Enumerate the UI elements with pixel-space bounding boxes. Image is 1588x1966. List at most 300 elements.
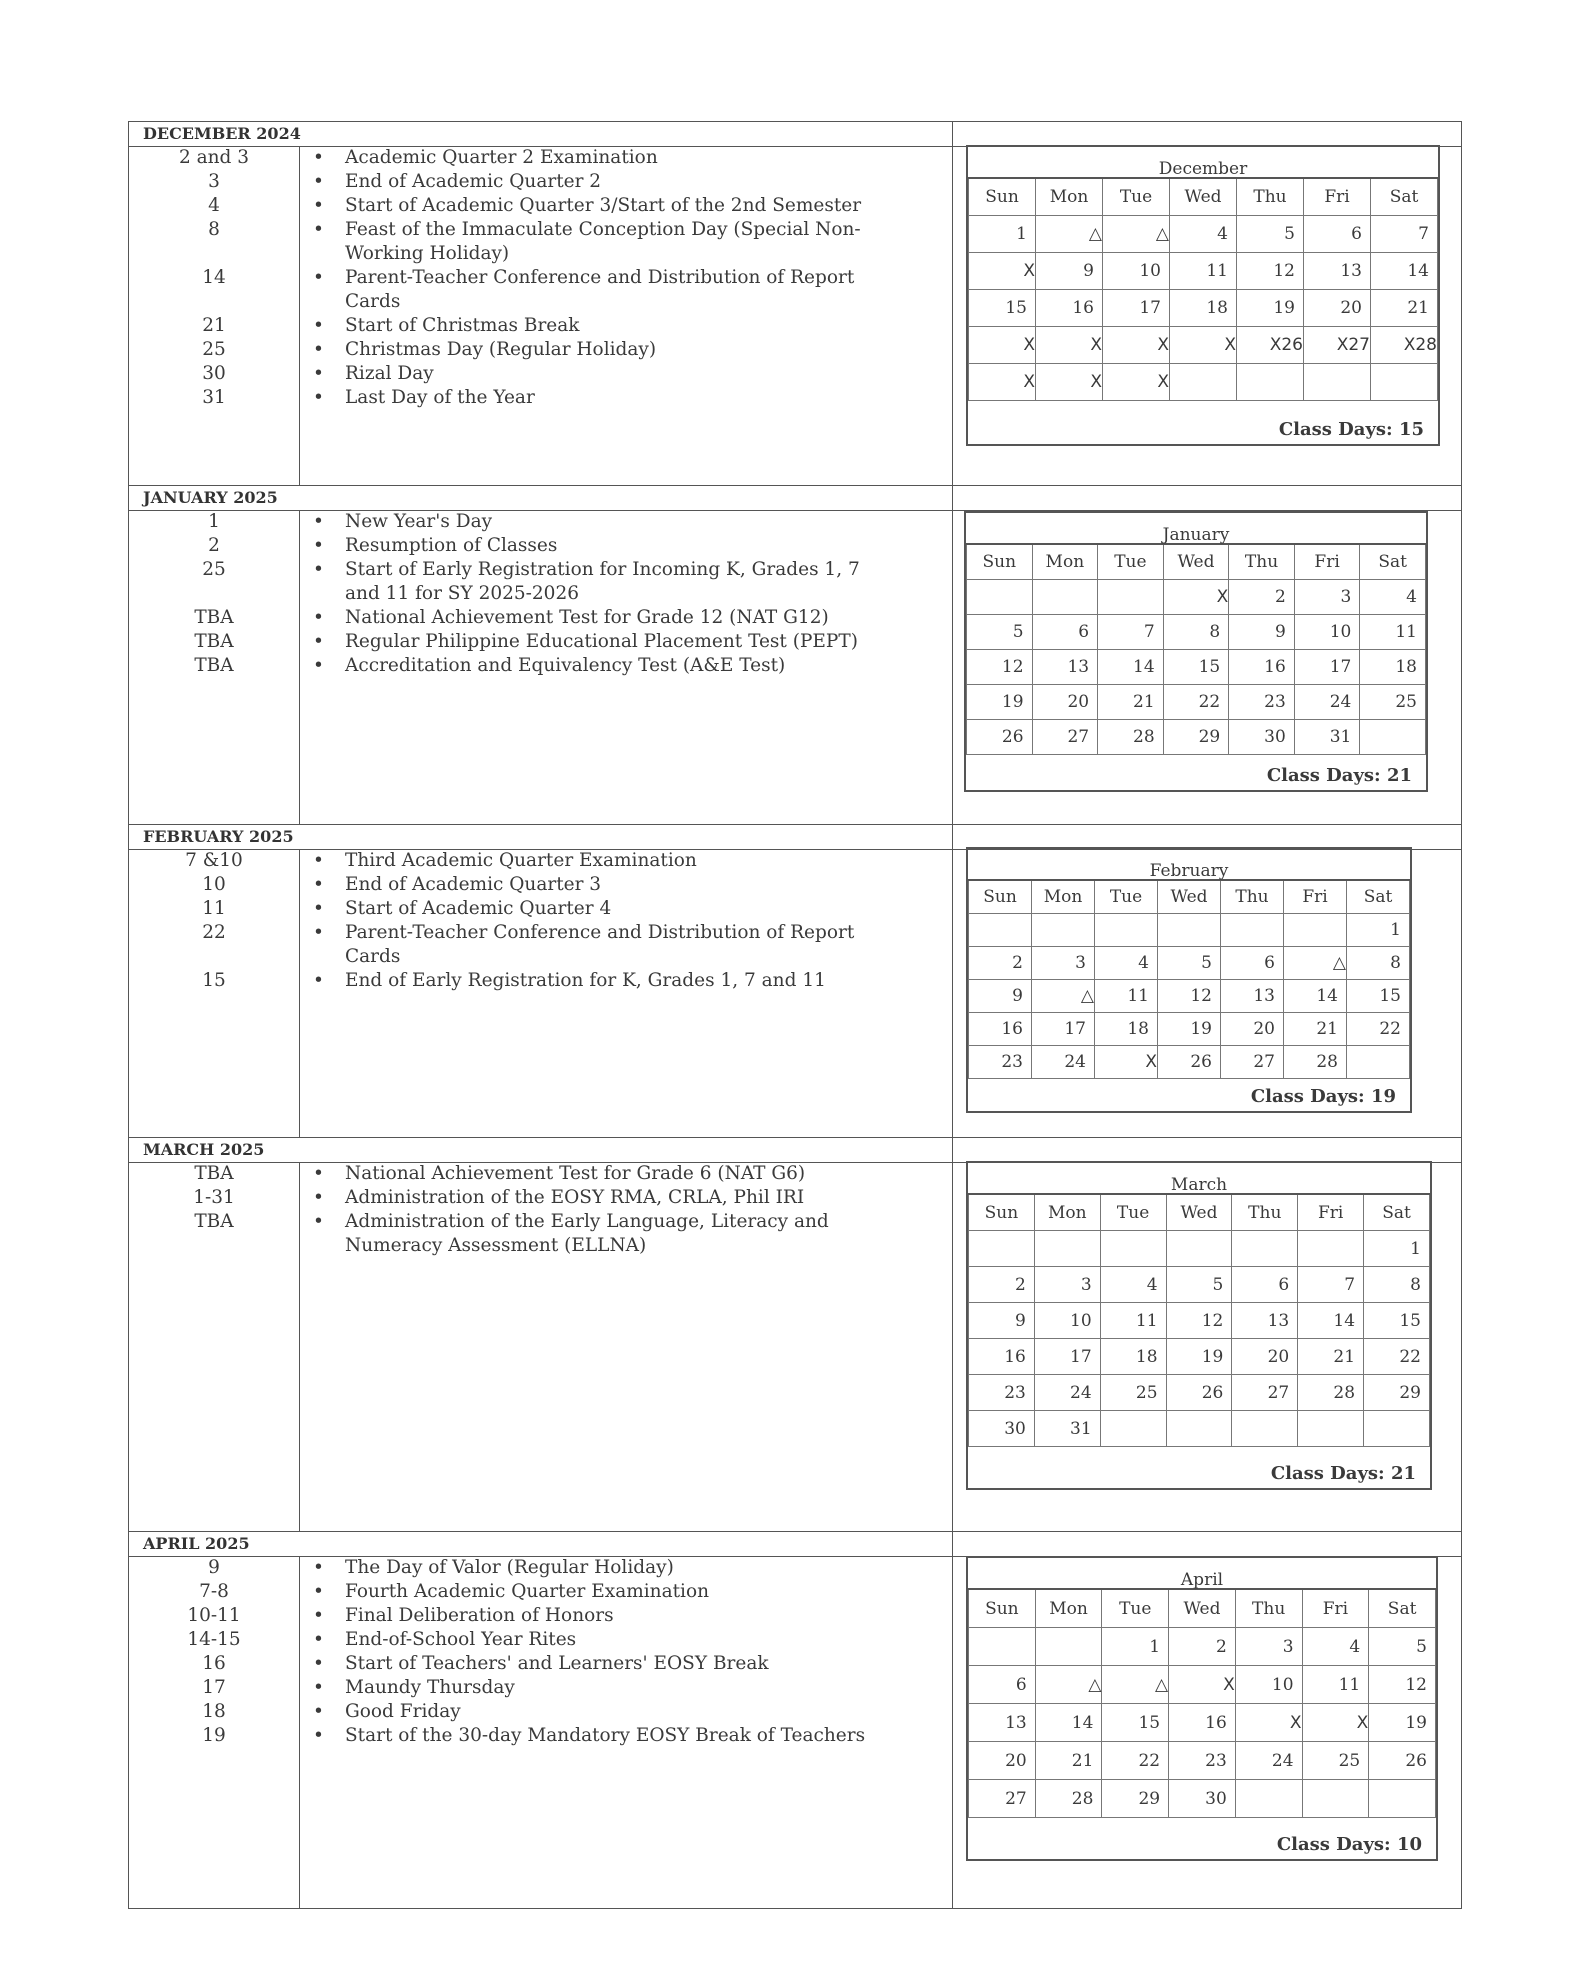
calendar-day-cell: 15: [969, 290, 1036, 327]
calendar-day-cell: 24: [1294, 685, 1360, 720]
calendar-day-cell: X: [969, 327, 1036, 364]
weekday-header: Wed: [1170, 178, 1237, 216]
calendar-day-cell: 8: [1347, 947, 1410, 980]
section-header: [129, 1532, 1461, 1557]
calendar-day-cell: [967, 580, 1033, 615]
calendar-day-cell: 14: [1298, 1303, 1364, 1339]
calendar-day-cell: 30: [1229, 720, 1295, 755]
weekday-header: Mon: [1036, 178, 1103, 216]
calendar-day-cell: △: [1035, 1666, 1102, 1704]
calendar-day-cell: 10: [1235, 1666, 1302, 1704]
calendar-day-cell: 1: [1102, 1628, 1169, 1666]
weekday-header: Sat: [1371, 178, 1438, 216]
calendar-day-cell: 13: [969, 1704, 1036, 1742]
calendar-day-cell: [1166, 1411, 1232, 1447]
calendar-day-cell: 3: [1235, 1628, 1302, 1666]
event-item-cont: and 11 for SY 2025-2026: [345, 583, 579, 604]
calendar-day-cell: X: [1095, 1046, 1158, 1079]
calendar-day-cell: 28: [1284, 1046, 1347, 1079]
event-item: • The Day of Valor (Regular Holiday): [313, 1557, 674, 1578]
calendar-day-cell: [1237, 364, 1304, 401]
calendar-day-cell: 4: [1100, 1267, 1166, 1303]
calendar-day-cell: [1302, 1780, 1369, 1818]
calendar-day-cell: 13: [1304, 253, 1371, 290]
calendar-day-cell: △: [1032, 980, 1095, 1013]
dates-column: [129, 1162, 300, 1531]
section-february: [128, 824, 1462, 1137]
event-item: • National Achievement Test for Grade 6 (NAT G6): [313, 1163, 806, 1184]
calendar-day-cell: △: [1036, 216, 1103, 253]
event-date: 1: [208, 511, 220, 532]
calendar-month-title: December: [1158, 159, 1248, 179]
event-item: • Parent-Teacher Conference and Distribution of Report: [313, 267, 855, 288]
section-january: [128, 485, 1462, 824]
class-days-total: Class Days: 21: [1266, 765, 1412, 786]
month-calendar: [966, 847, 1412, 1113]
calendar-day-cell: X: [1036, 364, 1103, 401]
event-date: 22: [202, 922, 226, 943]
calendar-day-cell: 22: [1347, 1013, 1410, 1046]
calendar-day-cell: 1: [1347, 914, 1410, 947]
event-item: • End-of-School Year Rites: [313, 1629, 577, 1650]
calendar-day-cell: 4: [1095, 947, 1158, 980]
calendar-day-cell: 21: [1371, 290, 1438, 327]
event-date: TBA: [194, 1163, 234, 1184]
calendar-day-cell: 25: [1100, 1375, 1166, 1411]
calendar-day-cell: X: [1036, 327, 1103, 364]
calendar-day-cell: 29: [1102, 1780, 1169, 1818]
calendar-day-cell: 26: [1369, 1742, 1436, 1780]
class-days-total: Class Days: 10: [1276, 1834, 1422, 1855]
event-item: • Start of Academic Quarter 3/Start of the 2nd Semester: [313, 195, 862, 216]
calendar-day-cell: [1035, 1628, 1102, 1666]
calendar-day-cell: [1221, 914, 1284, 947]
weekday-header: Fri: [1302, 1589, 1369, 1628]
class-days-total: Class Days: 21: [1270, 1463, 1416, 1484]
dates-column: [129, 1556, 300, 1908]
calendar-day-cell: [1347, 1046, 1410, 1079]
event-item: • Fourth Academic Quarter Examination: [313, 1581, 710, 1602]
weekday-header: Thu: [1237, 178, 1304, 216]
calendar-day-cell: 20: [1032, 685, 1098, 720]
calendar-day-cell: 6: [969, 1666, 1036, 1704]
month-calendar: [966, 1556, 1438, 1861]
event-item: • Start of the 30-day Mandatory EOSY Break of Teachers: [313, 1725, 866, 1746]
event-item: • End of Early Registration for K, Grades 1, 7 and 11: [313, 970, 826, 991]
calendar-day-cell: 27: [1032, 720, 1098, 755]
calendar-day-cell: 12: [967, 650, 1033, 685]
calendar-day-cell: 5: [1158, 947, 1221, 980]
weekday-header: Sat: [1369, 1589, 1436, 1628]
calendar-day-cell: 11: [1302, 1666, 1369, 1704]
calendar-day-cell: 6: [1221, 947, 1284, 980]
weekday-header: Wed: [1163, 544, 1229, 580]
weekday-header: Thu: [1235, 1589, 1302, 1628]
calendar-day-cell: 23: [969, 1375, 1035, 1411]
calendar-day-cell: 18: [1360, 650, 1426, 685]
weekday-header: Fri: [1298, 1194, 1364, 1231]
calendar-day-cell: [1032, 580, 1098, 615]
section-header: [129, 122, 1461, 147]
calendar-day-cell: 26: [1166, 1375, 1232, 1411]
weekday-header: Sun: [969, 1194, 1035, 1231]
month-calendar: [964, 511, 1428, 792]
calendar-day-cell: 20: [1221, 1013, 1284, 1046]
calendar-day-cell: 11: [1100, 1303, 1166, 1339]
calendar-day-cell: 16: [1169, 1704, 1236, 1742]
event-date: 31: [202, 387, 226, 408]
events-column: [299, 1556, 953, 1908]
event-date: 17: [202, 1677, 226, 1698]
section-header: [129, 1138, 1461, 1163]
calendar-day-cell: 14: [1035, 1704, 1102, 1742]
calendar-day-cell: [1166, 1231, 1232, 1267]
event-item: • Last Day of the Year: [313, 387, 535, 408]
event-date: 10: [202, 874, 226, 895]
calendar-day-cell: 22: [1163, 685, 1229, 720]
calendar-day-cell: 14: [1098, 650, 1164, 685]
section-march: [128, 1137, 1462, 1531]
dates-column: [129, 510, 300, 824]
event-date: 21: [202, 315, 226, 336]
calendar-day-cell: 28: [1098, 720, 1164, 755]
calendar-day-cell: X28: [1371, 327, 1438, 364]
calendar-day-cell: 24: [1235, 1742, 1302, 1780]
calendar-day-cell: X: [1170, 327, 1237, 364]
event-date: [129, 290, 299, 314]
calendar-day-cell: △: [1284, 947, 1347, 980]
calendar-day-cell: 13: [1221, 980, 1284, 1013]
calendar-day-cell: 8: [1364, 1267, 1430, 1303]
dates-column: [129, 849, 300, 1137]
calendar-day-cell: [1284, 914, 1347, 947]
weekday-header: Sun: [969, 1589, 1036, 1628]
calendar-day-cell: 16: [1036, 290, 1103, 327]
calendar-day-cell: 19: [967, 685, 1033, 720]
calendar-day-cell: 9: [1229, 615, 1295, 650]
calendar-day-cell: 5: [1166, 1267, 1232, 1303]
calendar-month-title: April: [1180, 1570, 1224, 1590]
calendar-day-cell: 19: [1158, 1013, 1221, 1046]
calendar-day-cell: 6: [1032, 615, 1098, 650]
calendar-day-cell: 10: [1034, 1303, 1100, 1339]
calendar-day-cell: 2: [1229, 580, 1295, 615]
calendar-day-cell: [1100, 1231, 1166, 1267]
event-date: TBA: [194, 655, 234, 676]
calendar-day-cell: △: [1102, 1666, 1169, 1704]
weekday-header: Tue: [1102, 1589, 1169, 1628]
event-item-cont: Working Holiday): [345, 243, 510, 264]
calendar-day-cell: [1032, 914, 1095, 947]
weekday-header: Sun: [969, 178, 1036, 216]
calendar-day-cell: 17: [1103, 290, 1170, 327]
weekday-header: Fri: [1284, 880, 1347, 914]
weekday-header: Wed: [1158, 880, 1221, 914]
calendar-day-cell: [1158, 914, 1221, 947]
weekday-header: Tue: [1095, 880, 1158, 914]
school-calendar-document: [128, 121, 1462, 1909]
event-item: • Start of Early Registration for Incoming K, Grades 1, 7: [313, 559, 860, 580]
class-days-total: Class Days: 15: [1278, 419, 1424, 440]
calendar-day-cell: 9: [969, 980, 1032, 1013]
weekday-header: Wed: [1169, 1589, 1236, 1628]
calendar-grid: [968, 177, 1438, 401]
calendar-day-cell: [1364, 1411, 1430, 1447]
section-title: DECEMBER 2024: [143, 124, 301, 143]
event-date: 18: [202, 1701, 226, 1722]
calendar-day-cell: [969, 914, 1032, 947]
event-date: 15: [202, 970, 226, 991]
event-item: • Administration of the Early Language, Literacy and: [313, 1211, 829, 1232]
event-item: • Feast of the Immaculate Conception Day (Special Non-: [313, 219, 861, 240]
event-item-cont: Cards: [345, 946, 401, 967]
calendar-day-cell: X26: [1237, 327, 1304, 364]
calendar-day-cell: X: [1235, 1704, 1302, 1742]
event-item: • Resumption of Classes: [313, 535, 558, 556]
weekday-header: Tue: [1098, 544, 1164, 580]
calendar-day-cell: 23: [969, 1046, 1032, 1079]
calendar-day-cell: 2: [1169, 1628, 1236, 1666]
calendar-day-cell: 21: [1284, 1013, 1347, 1046]
calendar-month-title: March: [1170, 1175, 1228, 1195]
calendar-day-cell: 20: [969, 1742, 1036, 1780]
calendar-day-cell: △: [1103, 216, 1170, 253]
calendar-day-cell: 11: [1170, 253, 1237, 290]
calendar-day-cell: 21: [1298, 1339, 1364, 1375]
event-date: 1-31: [193, 1187, 235, 1208]
class-days-total: Class Days: 19: [1250, 1086, 1396, 1107]
calendar-day-cell: 20: [1232, 1339, 1298, 1375]
calendar-day-cell: 21: [1098, 685, 1164, 720]
calendar-day-cell: 24: [1032, 1046, 1095, 1079]
calendar-day-cell: 16: [969, 1339, 1035, 1375]
calendar-day-cell: [1235, 1780, 1302, 1818]
calendar-grid: [966, 543, 1426, 755]
calendar-day-cell: X27: [1304, 327, 1371, 364]
event-item: • Final Deliberation of Honors: [313, 1605, 614, 1626]
weekday-header: Mon: [1032, 544, 1098, 580]
weekday-header: Sat: [1364, 1194, 1430, 1231]
calendar-day-cell: 9: [1036, 253, 1103, 290]
event-date: 7 &10: [185, 850, 243, 871]
calendar-day-cell: [1360, 720, 1426, 755]
event-item: • Academic Quarter 2 Examination: [313, 147, 658, 168]
calendar-day-cell: [1298, 1411, 1364, 1447]
calendar-day-cell: 19: [1369, 1704, 1436, 1742]
weekday-header: Tue: [1103, 178, 1170, 216]
event-date: 2 and 3: [178, 147, 250, 168]
calendar-day-cell: 20: [1304, 290, 1371, 327]
calendar-day-cell: 12: [1158, 980, 1221, 1013]
weekday-header: Fri: [1304, 178, 1371, 216]
calendar-day-cell: 15: [1347, 980, 1410, 1013]
calendar-day-cell: 17: [1294, 650, 1360, 685]
calendar-day-cell: X: [969, 364, 1036, 401]
calendar-day-cell: 10: [1103, 253, 1170, 290]
event-date: TBA: [194, 631, 234, 652]
calendar-day-cell: 11: [1360, 615, 1426, 650]
calendar-day-cell: 19: [1166, 1339, 1232, 1375]
event-item: • End of Academic Quarter 3: [313, 874, 602, 895]
calendar-day-cell: 7: [1371, 216, 1438, 253]
calendar-day-cell: 6: [1232, 1267, 1298, 1303]
calendar-day-cell: 12: [1166, 1303, 1232, 1339]
calendar-day-cell: [1170, 364, 1237, 401]
calendar-day-cell: X: [1302, 1704, 1369, 1742]
calendar-day-cell: X: [1103, 364, 1170, 401]
events-column: [299, 146, 953, 485]
calendar-day-cell: 9: [969, 1303, 1035, 1339]
calendar-day-cell: 7: [1098, 615, 1164, 650]
calendar-day-cell: 15: [1102, 1704, 1169, 1742]
calendar-day-cell: 17: [1032, 1013, 1095, 1046]
event-item: • New Year's Day: [313, 511, 493, 532]
event-date: 7-8: [199, 1581, 229, 1602]
event-item: • Parent-Teacher Conference and Distribution of Report: [313, 922, 855, 943]
event-date: 16: [202, 1653, 226, 1674]
event-date: [129, 582, 299, 606]
weekday-header: Fri: [1294, 544, 1360, 580]
calendar-day-cell: X: [1103, 327, 1170, 364]
calendar-day-cell: 13: [1032, 650, 1098, 685]
events-column: [299, 1162, 953, 1531]
calendar-day-cell: [1098, 580, 1164, 615]
events-column: [299, 849, 953, 1137]
calendar-day-cell: 1: [1364, 1231, 1430, 1267]
calendar-day-cell: 29: [1163, 720, 1229, 755]
weekday-header: Thu: [1232, 1194, 1298, 1231]
calendar-day-cell: 18: [1100, 1339, 1166, 1375]
calendar-day-cell: 4: [1360, 580, 1426, 615]
calendar-day-cell: 25: [1302, 1742, 1369, 1780]
calendar-grid: [968, 1193, 1430, 1447]
calendar-day-cell: 23: [1169, 1742, 1236, 1780]
calendar-day-cell: 16: [969, 1013, 1032, 1046]
event-item-cont: Numeracy Assessment (ELLNA): [345, 1235, 647, 1256]
calendar-day-cell: 30: [969, 1411, 1035, 1447]
events-column: [299, 510, 953, 824]
calendar-day-cell: [1298, 1231, 1364, 1267]
calendar-day-cell: 4: [1302, 1628, 1369, 1666]
calendar-day-cell: 26: [967, 720, 1033, 755]
section-title: APRIL 2025: [143, 1534, 250, 1553]
calendar-day-cell: 18: [1095, 1013, 1158, 1046]
event-date: 8: [208, 219, 220, 240]
section-december: [128, 121, 1462, 485]
event-item: • Third Academic Quarter Examination: [313, 850, 697, 871]
weekday-header: Sat: [1347, 880, 1410, 914]
calendar-day-cell: 3: [1034, 1267, 1100, 1303]
section-title: FEBRUARY 2025: [143, 827, 294, 846]
weekday-header: Thu: [1221, 880, 1284, 914]
weekday-header: Sun: [967, 544, 1033, 580]
event-item: • Christmas Day (Regular Holiday): [313, 339, 657, 360]
event-date: 25: [202, 339, 226, 360]
weekday-header: Tue: [1100, 1194, 1166, 1231]
calendar-day-cell: 25: [1360, 685, 1426, 720]
calendar-day-cell: X: [1169, 1666, 1236, 1704]
calendar-day-cell: 15: [1163, 650, 1229, 685]
calendar-grid: [968, 1588, 1436, 1818]
calendar-day-cell: 31: [1294, 720, 1360, 755]
calendar-day-cell: 11: [1095, 980, 1158, 1013]
event-item: • Start of Teachers' and Learners' EOSY Break: [313, 1653, 769, 1674]
calendar-month-title: February: [1149, 861, 1229, 881]
calendar-day-cell: 4: [1170, 216, 1237, 253]
event-item: • Rizal Day: [313, 363, 434, 384]
calendar-day-cell: 22: [1364, 1339, 1430, 1375]
calendar-day-cell: [1034, 1231, 1100, 1267]
weekday-header: Mon: [1032, 880, 1095, 914]
event-date: 25: [202, 559, 226, 580]
event-item: • Administration of the EOSY RMA, CRLA, Phil IRI: [313, 1187, 805, 1208]
event-date: 30: [202, 363, 226, 384]
event-date: 14: [202, 267, 226, 288]
event-item: • Good Friday: [313, 1701, 461, 1722]
weekday-header: Wed: [1166, 1194, 1232, 1231]
event-date: 2: [208, 535, 220, 556]
calendar-day-cell: [969, 1231, 1035, 1267]
calendar-day-cell: 22: [1102, 1742, 1169, 1780]
calendar-day-cell: 14: [1371, 253, 1438, 290]
event-date: 14-15: [187, 1629, 241, 1650]
calendar-day-cell: 8: [1163, 615, 1229, 650]
event-date: 19: [202, 1725, 226, 1746]
calendar-day-cell: 3: [1294, 580, 1360, 615]
calendar-day-cell: 5: [1369, 1628, 1436, 1666]
calendar-day-cell: 7: [1298, 1267, 1364, 1303]
calendar-day-cell: 23: [1229, 685, 1295, 720]
calendar-day-cell: [1232, 1411, 1298, 1447]
event-date: [129, 242, 299, 266]
calendar-day-cell: 2: [969, 947, 1032, 980]
calendar-day-cell: 12: [1369, 1666, 1436, 1704]
calendar-day-cell: [1232, 1231, 1298, 1267]
event-date: TBA: [194, 607, 234, 628]
event-item: • Regular Philippine Educational Placement Test (PEPT): [313, 631, 858, 652]
calendar-day-cell: [1304, 364, 1371, 401]
weekday-header: Sat: [1360, 544, 1426, 580]
event-date: 9: [208, 1557, 220, 1578]
calendar-day-cell: 18: [1170, 290, 1237, 327]
calendar-day-cell: 27: [1221, 1046, 1284, 1079]
calendar-day-cell: 31: [1034, 1411, 1100, 1447]
event-item: • Maundy Thursday: [313, 1677, 515, 1698]
event-item: • End of Academic Quarter 2: [313, 171, 602, 192]
calendar-day-cell: 19: [1237, 290, 1304, 327]
calendar-day-cell: [1369, 1780, 1436, 1818]
month-calendar: [966, 145, 1440, 446]
calendar-day-cell: [1100, 1411, 1166, 1447]
section-title: JANUARY 2025: [143, 488, 278, 507]
event-item: • National Achievement Test for Grade 12 (NAT G12): [313, 607, 829, 628]
event-item: • Start of Christmas Break: [313, 315, 580, 336]
calendar-day-cell: 5: [967, 615, 1033, 650]
calendar-day-cell: 28: [1298, 1375, 1364, 1411]
calendar-day-cell: [1371, 364, 1438, 401]
event-date: [129, 945, 299, 969]
calendar-day-cell: 3: [1032, 947, 1095, 980]
event-item: • Accreditation and Equivalency Test (A&E Test): [313, 655, 786, 676]
event-date: 3: [208, 171, 220, 192]
calendar-day-cell: X: [969, 253, 1036, 290]
calendar-day-cell: 28: [1035, 1780, 1102, 1818]
calendar-grid: [968, 879, 1410, 1079]
calendar-day-cell: [969, 1628, 1036, 1666]
calendar-day-cell: 13: [1232, 1303, 1298, 1339]
calendar-day-cell: 5: [1237, 216, 1304, 253]
calendar-day-cell: X: [1163, 580, 1229, 615]
